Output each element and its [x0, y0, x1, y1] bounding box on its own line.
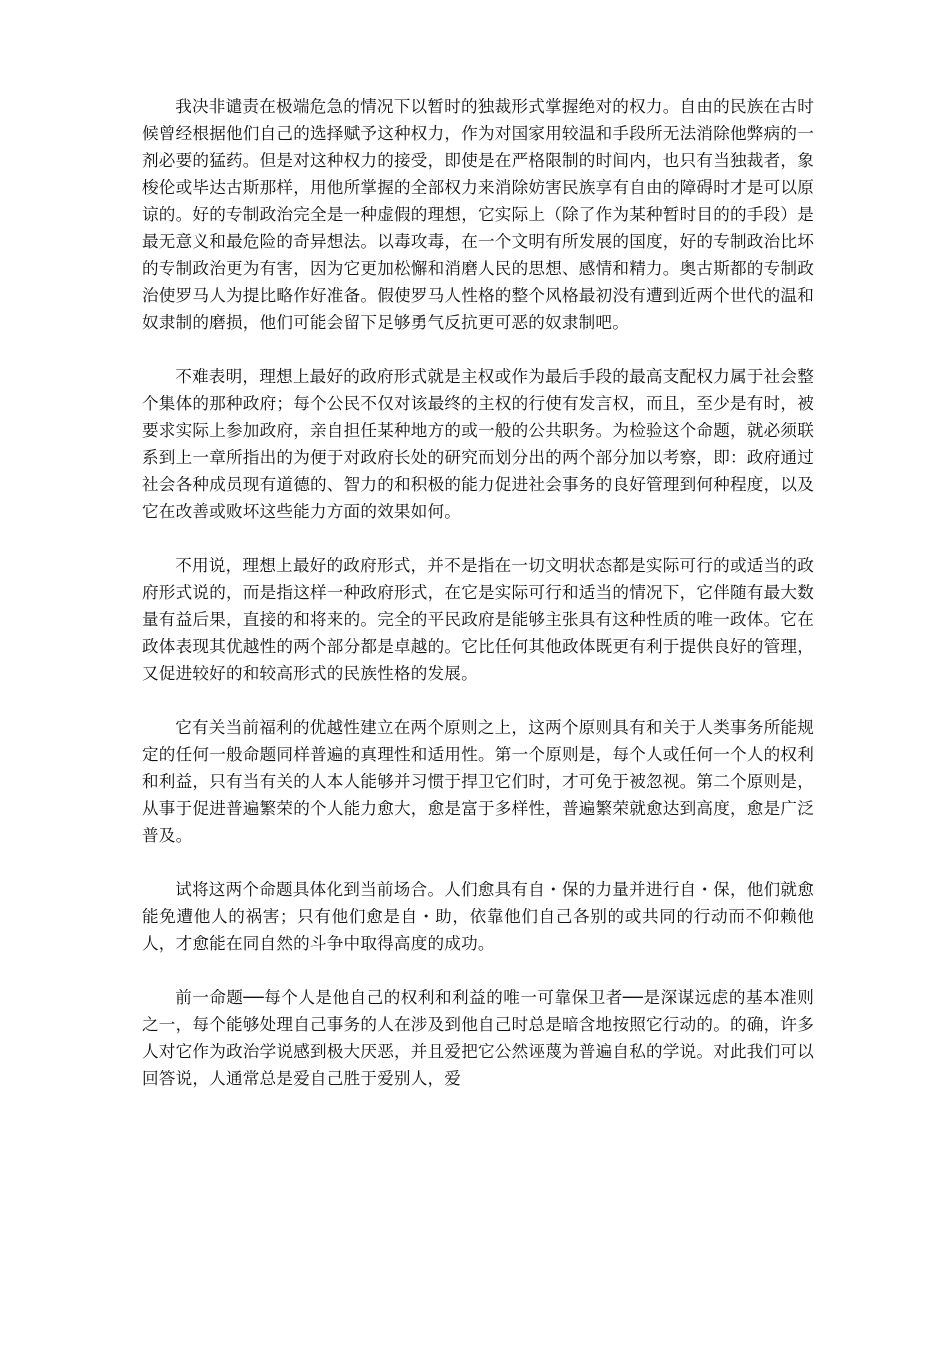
paragraph-6: 前一命题──每个人是他自己的权利和利益的唯一可靠保卫者──是深谋远虑的基本准则之一，每个能够处理自己事务的人在涉及到他自己时总是暗含地按照它行动的。的确，许多人对它作为政治学说感到极大厌恶，并且爱把它公然诬蔑为普遍自私的学说。对此我们可以回答说，人通常总是爱自己胜于爱别人，爱: [142, 988, 814, 1088]
paragraph-2: 不难表明，理想上最好的政府形式就是主权或作为最后手段的最高支配权力属于社会整个集体的那种政府；每个公民不仅对该最终的主权的行使有发言权，而且，至少是有时，被要求实际上参加政府，亲自担任某种地方的或一般的公共职务。为检验这个命题，就必须联系到上一章所指出的为便于对政府长处的研究而划分出的两个部分加以考察，即：政府通过社会各种成员现有道德的、智力的和积极的能力促进社会事务的良好管理到何种程度，以及它在改善或败坏这些能力方面的效果如何。: [142, 367, 814, 521]
document-body: [142, 93, 814, 1119]
paragraph-3: 不用说，理想上最好的政府形式，并不是指在一切文明状态都是实际可行的或适当的政府形式说的，而是指这样一种政府形式，在它是实际可行和适当的情况下，它伴随有最大数量有益后果，直接的和将来的。完全的平民政府是能够主张具有这种性质的唯一政体。它在政体表现其优越性的两个部分都是卓越的。它比任何其他政体既更有利于提供良好的管理，又促进较好的和较高形式的民族性格的发展。: [142, 556, 814, 683]
paragraph-4: 它有关当前福利的优越性建立在两个原则之上，这两个原则具有和关于人类事务所能规定的任何一般命题同样普遍的真理性和适用性。第一个原则是，每个人或任何一个人的权利和利益，只有当有关的人本人能够并习惯于捍卫它们时，才可免于被忽视。第二个原则是，从事于促进普遍繁荣的个人能力愈大，愈是富于多样性，普遍繁荣就愈达到高度，愈是广泛普及。: [142, 718, 814, 845]
paragraph-1: 我决非谴责在极端危急的情况下以暂时的独裁形式掌握绝对的权力。自由的民族在古时候曾经根据他们自己的选择赋予这种权力，作为对国家用较温和手段所无法消除他弊病的一剂必要的猛药。但是对这种权力的接受，即使是在严格限制的时间内，也只有当独裁者，象梭伦或毕达古斯那样，用他所掌握的全部权力来消除妨害民族享有自由的障碍时才是可以原谅的。好的专制政治完全是一种虚假的理想，它实际上（除了作为某种暂时目的的手段）是最无意义和最危险的奇异想法。以毒攻毒，在一个文明有所发展的国度，好的专制政治比坏的专制政治更为有害，因为它更加松懈和消磨人民的思想、感情和精力。奥古斯都的专制政治使罗马人为提比略作好准备。假使罗马人性格的整个风格最初没有遭到近两个世代的温和奴隶制的磨损，他们可能会留下足够勇气反抗更可恶的奴隶制吧。: [142, 97, 814, 332]
paragraph-5: 试将这两个命题具体化到当前场合。人们愈具有自・保的力量并进行自・保，他们就愈能免遭他人的祸害；只有他们愈是自・助，依靠他们自己各别的或共同的行动而不仰赖他人，才愈能在同自然的斗争中取得高度的成功。: [142, 880, 814, 953]
